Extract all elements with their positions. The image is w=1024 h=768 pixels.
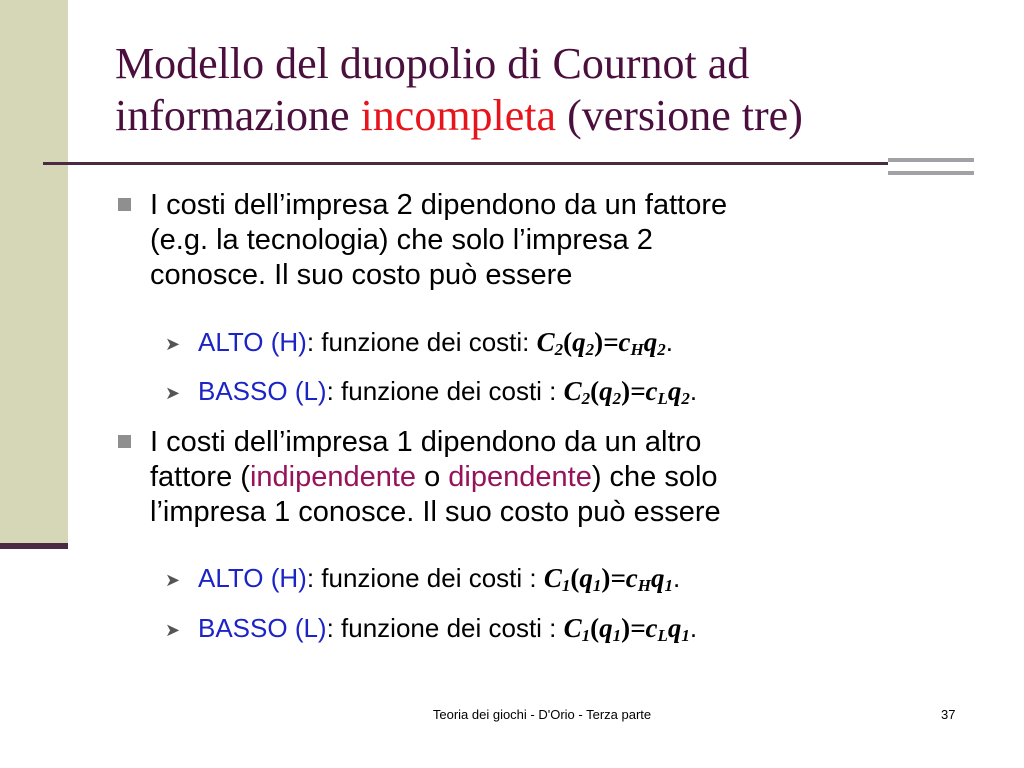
sub-bullet [198, 562, 680, 594]
cost-formula: $C_2(q_2)=c_Hq_2$ [536, 327, 666, 359]
cost-text: : funzione dei costi : [326, 376, 564, 406]
end-dot: . [672, 563, 681, 593]
title-rule [43, 162, 888, 165]
keyword-indipendente: indipendente [249, 461, 417, 493]
cost-label: BASSO (L) [198, 376, 327, 406]
bullet-line: l’impresa 1 conosce. Il suo costo può essere [150, 496, 721, 528]
title-text: informazione [115, 91, 361, 140]
arrow-bullet-icon: ➤ [165, 334, 181, 354]
arrow-bullet-icon: ➤ [165, 570, 181, 590]
keyword-dipendente: dipendente [448, 461, 592, 493]
cost-label: ALTO (H) [198, 327, 307, 357]
title-line-1: Modello del duopolio di Cournot ad [115, 39, 750, 88]
end-dot: . [689, 613, 698, 643]
slide-title [115, 38, 995, 142]
cost-label: BASSO (L) [198, 613, 327, 643]
cost-text: : funzione dei costi : [326, 613, 564, 643]
title-line-2 [115, 90, 995, 142]
bullet-text [150, 425, 970, 530]
footer-text: Teoria dei giochi - D'Orio - Terza parte [432, 707, 652, 722]
page-number: 37 [941, 707, 956, 722]
arrow-bullet-icon: ➤ [165, 383, 181, 403]
title-accent: incompleta [360, 91, 557, 140]
cost-label: ALTO (H) [198, 563, 307, 593]
sub-bullet [198, 612, 697, 644]
end-dot: . [689, 376, 698, 406]
title-rule-gray-1 [888, 158, 974, 162]
cost-text: : funzione dei costi : [306, 563, 544, 593]
title-rule-gray-2 [888, 171, 974, 175]
sub-bullet [198, 375, 697, 407]
end-dot: . [665, 327, 673, 357]
bullet-line: fattore (indipendente o dipendente) che solo [150, 461, 718, 493]
title-text: (versione tre) [556, 91, 803, 140]
bullet-line: I costi dell’impresa 2 dipendono da un fattore [150, 189, 728, 221]
sub-bullet [198, 326, 673, 358]
bullet-line: (e.g. la tecnologia) che solo l’impresa 2 [150, 224, 653, 256]
arrow-bullet-icon: ➤ [165, 620, 181, 640]
cost-formula: $C_1(q_1)=c_Hq_1$ [543, 563, 673, 595]
bullet-square-icon [118, 198, 131, 211]
cost-text: : funzione dei costi: [306, 327, 537, 357]
bullet-square-icon [118, 435, 131, 448]
sidebar-decoration [0, 0, 68, 548]
cost-formula: $C_2(q_2)=c_Lq_2$ [563, 376, 690, 408]
bullet-line: conosce. Il suo costo può essere [150, 259, 573, 291]
bullet-text [150, 188, 970, 293]
sidebar-rule [0, 543, 68, 549]
cost-formula: $C_1(q_1)=c_Lq_1$ [563, 613, 690, 645]
bullet-line: I costi dell’impresa 1 dipendono da un altro [150, 426, 702, 458]
